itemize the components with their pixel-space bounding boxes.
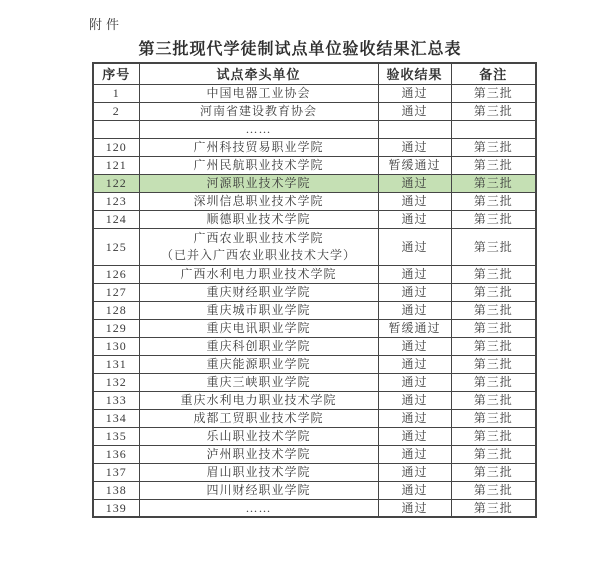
cell-remark: 第三批 — [451, 192, 536, 210]
cell-result: 通过 — [378, 445, 451, 463]
cell-result: 通过 — [378, 409, 451, 427]
table-row — [93, 102, 536, 120]
cell-result: 通过 — [378, 301, 451, 319]
cell-no: 137 — [93, 463, 139, 481]
column-header-unit: 试点牵头单位 — [139, 63, 378, 84]
table-row-highlighted — [93, 174, 536, 192]
cell-remark: 第三批 — [451, 265, 536, 283]
column-header-remark: 备注 — [451, 63, 536, 84]
cell-remark: 第三批 — [451, 319, 536, 337]
cell-result: 通过 — [378, 337, 451, 355]
cell-result: 通过 — [378, 228, 451, 265]
cell-no: 139 — [93, 499, 139, 517]
results-table-header — [93, 63, 536, 84]
cell-no: 1 — [93, 84, 139, 102]
cell-unit: 眉山职业技术学院 — [139, 463, 378, 481]
cell-no — [93, 120, 139, 138]
table-row — [93, 138, 536, 156]
cell-result: 通过 — [378, 391, 451, 409]
cell-no: 138 — [93, 481, 139, 499]
cell-unit: …… — [139, 120, 378, 138]
table-row — [93, 373, 536, 391]
cell-remark: 第三批 — [451, 156, 536, 174]
table-row — [93, 409, 536, 427]
table-row — [93, 84, 536, 102]
table-row — [93, 228, 536, 265]
cell-unit: 重庆水利电力职业技术学院 — [139, 391, 378, 409]
cell-remark: 第三批 — [451, 283, 536, 301]
cell-unit: 重庆三峡职业学院 — [139, 373, 378, 391]
cell-remark: 第三批 — [451, 84, 536, 102]
table-row — [93, 481, 536, 499]
cell-remark: 第三批 — [451, 445, 536, 463]
cell-result: 通过 — [378, 499, 451, 517]
cell-no: 126 — [93, 265, 139, 283]
cell-remark: 第三批 — [451, 102, 536, 120]
page-title: 第三批现代学徒制试点单位验收结果汇总表 — [138, 41, 462, 58]
cell-unit — [139, 228, 378, 265]
cell-remark: 第三批 — [451, 301, 536, 319]
cell-remark: 第三批 — [451, 481, 536, 499]
cell-no: 131 — [93, 355, 139, 373]
cell-result: 通过 — [378, 84, 451, 102]
cell-no: 2 — [93, 102, 139, 120]
cell-no: 132 — [93, 373, 139, 391]
cell-result: 通过 — [378, 481, 451, 499]
cell-no: 134 — [93, 409, 139, 427]
cell-unit: …… — [139, 499, 378, 517]
cell-unit: 顺德职业技术学院 — [139, 210, 378, 228]
cell-unit: 四川财经职业学院 — [139, 481, 378, 499]
results-table-body — [93, 84, 536, 517]
table-row — [93, 192, 536, 210]
table-row — [93, 355, 536, 373]
cell-unit: 河南省建设教育协会 — [139, 102, 378, 120]
table-row — [93, 463, 536, 481]
cell-no: 120 — [93, 138, 139, 156]
cell-no: 124 — [93, 210, 139, 228]
cell-remark: 第三批 — [451, 391, 536, 409]
cell-unit: 中国电器工业协会 — [139, 84, 378, 102]
cell-result: 通过 — [378, 283, 451, 301]
cell-result — [378, 120, 451, 138]
unit-name-line2: （已并入广西农业职业技术大学） — [160, 247, 356, 262]
cell-unit: 乐山职业技术学院 — [139, 427, 378, 445]
cell-no: 136 — [93, 445, 139, 463]
table-row — [93, 499, 536, 517]
cell-unit: 河源职业技术学院 — [139, 174, 378, 192]
cell-remark: 第三批 — [451, 228, 536, 265]
cell-remark: 第三批 — [451, 427, 536, 445]
cell-result: 通过 — [378, 373, 451, 391]
cell-unit: 广西水利电力职业技术学院 — [139, 265, 378, 283]
cell-remark — [451, 120, 536, 138]
cell-remark: 第三批 — [451, 210, 536, 228]
cell-result: 暂缓通过 — [378, 319, 451, 337]
cell-remark: 第三批 — [451, 337, 536, 355]
unit-name-line1: 广西农业职业技术学院 — [193, 230, 324, 245]
cell-no: 133 — [93, 391, 139, 409]
cell-no: 125 — [93, 228, 139, 265]
table-row — [93, 445, 536, 463]
cell-no: 122 — [93, 174, 139, 192]
header-row — [93, 63, 536, 84]
cell-no: 135 — [93, 427, 139, 445]
cell-unit: 重庆电讯职业学院 — [139, 319, 378, 337]
cell-result: 通过 — [378, 210, 451, 228]
cell-remark: 第三批 — [451, 355, 536, 373]
cell-no: 123 — [93, 192, 139, 210]
table-row — [93, 156, 536, 174]
cell-no: 129 — [93, 319, 139, 337]
cell-result: 通过 — [378, 192, 451, 210]
cell-unit: 重庆能源职业学院 — [139, 355, 378, 373]
cell-remark: 第三批 — [451, 409, 536, 427]
table-row — [93, 301, 536, 319]
cell-result: 通过 — [378, 138, 451, 156]
cell-result: 通过 — [378, 463, 451, 481]
attachment-label: 附件 — [89, 17, 124, 32]
cell-result: 通过 — [378, 355, 451, 373]
results-table — [92, 62, 537, 518]
cell-remark: 第三批 — [451, 174, 536, 192]
cell-remark: 第三批 — [451, 373, 536, 391]
cell-unit: 成都工贸职业技术学院 — [139, 409, 378, 427]
cell-no: 127 — [93, 283, 139, 301]
cell-no: 128 — [93, 301, 139, 319]
cell-result: 通过 — [378, 102, 451, 120]
table-row — [93, 283, 536, 301]
cell-remark: 第三批 — [451, 138, 536, 156]
cell-remark: 第三批 — [451, 499, 536, 517]
cell-remark: 第三批 — [451, 463, 536, 481]
cell-unit: 广州科技贸易职业学院 — [139, 138, 378, 156]
cell-unit: 重庆城市职业学院 — [139, 301, 378, 319]
cell-unit: 广州民航职业技术学院 — [139, 156, 378, 174]
cell-result: 通过 — [378, 265, 451, 283]
table-row — [93, 120, 536, 138]
cell-no: 121 — [93, 156, 139, 174]
cell-unit: 深圳信息职业技术学院 — [139, 192, 378, 210]
cell-unit: 重庆财经职业学院 — [139, 283, 378, 301]
table-row — [93, 210, 536, 228]
table-row — [93, 427, 536, 445]
table-row — [93, 319, 536, 337]
column-header-result: 验收结果 — [378, 63, 451, 84]
cell-no: 130 — [93, 337, 139, 355]
column-header-no: 序号 — [93, 63, 139, 84]
cell-result: 暂缓通过 — [378, 156, 451, 174]
table-row — [93, 337, 536, 355]
cell-result: 通过 — [378, 174, 451, 192]
table-row — [93, 265, 536, 283]
cell-result: 通过 — [378, 427, 451, 445]
cell-unit: 重庆科创职业学院 — [139, 337, 378, 355]
cell-unit: 泸州职业技术学院 — [139, 445, 378, 463]
table-row — [93, 391, 536, 409]
